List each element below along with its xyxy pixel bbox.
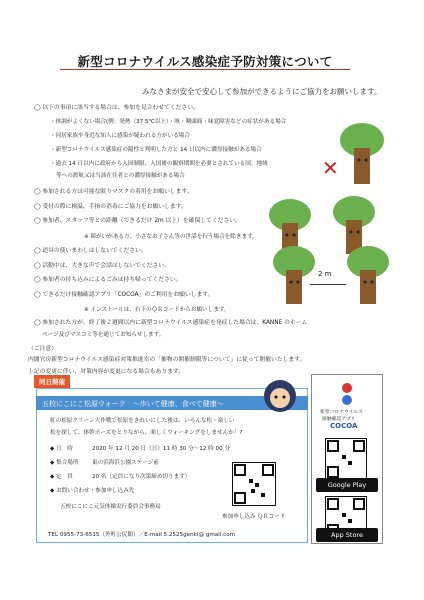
event-capacity-label: ◆ 定 員: [50, 474, 73, 480]
app-store-badge[interactable]: App Store: [316, 528, 378, 542]
sick-tree-illustration: [330, 120, 390, 190]
item-notify-b: ページ及びマスコミ等を通じてお知らせします。: [42, 332, 165, 338]
cocoa-logo-text: COCOA: [330, 422, 358, 430]
event-place: 東の浜海浜公園ステージ前: [92, 460, 159, 466]
notice-change: 上記の変更に伴い、対策内容が変更になる場合もあります。: [28, 369, 185, 375]
title-underline: [60, 69, 350, 70]
event-desc-1: 虹の松原クリーン大作戦で松原をきれいにした後は、いろんな松・楽しい: [50, 418, 235, 424]
item-refrain-c: ・新型コロナウイルス感染症の陽性と判明した方と 14 日以内に濃厚接触がある場合: [50, 147, 262, 153]
event-header: 五校にこにこ松原ウォーク ～歩いて健康、食べて健康～: [36, 396, 308, 410]
event-date-label: ◆ 日 時: [50, 446, 73, 452]
google-play-badge[interactable]: Google Play: [316, 478, 378, 492]
cross-icon: ✕: [322, 156, 339, 180]
event-tag: 同日開催: [34, 375, 70, 388]
item-distance: ◯ 参加者、スタッフ等との距離（できるだけ 2m 以上）を確保してください。: [34, 218, 241, 224]
item-refrain-d: ・過去 14 日以内に政府から入国制限、入国後の観察期間を必要とされている国、地域: [50, 161, 268, 167]
event-qr-caption: 参加申し込み ＱＲコード: [222, 514, 286, 520]
event-organizer: 五校にこにこ元気体操実行委員会事務局: [60, 504, 161, 510]
cocoa-name-line1: 新型コロナウイルス: [320, 410, 363, 415]
event-desc-2: 松を探して、体幹ポーズをとりながら、楽しくウォーキングをしませんか！?: [50, 430, 243, 436]
cocoa-name-line2: 接触確認アプリ: [322, 417, 356, 422]
item-mask: ◯ 参加される方は可能な限りマスクの着用をお願いします。: [34, 189, 193, 195]
intro-text: みなさまが安全で安心して参加ができるようにご協力をお願いします。: [142, 87, 382, 96]
mascot-illustration: [258, 372, 302, 416]
item-garbage: ◯ 参加者の持ち込みによるごみは持ち帰ってください。: [34, 277, 182, 283]
event-qr-code[interactable]: [232, 462, 276, 506]
event-contact-info: TEL 0955-73-6515（外町公民館）／E-mail 5.2525genki@ gmail.com: [48, 532, 236, 538]
item-temperature: ◯ 受付の際に検温、手指の消毒にご協力をお願いします。: [34, 204, 187, 210]
google-play-qr-code[interactable]: [325, 438, 367, 480]
item-notify: ◯ 参加された方が、終了後２週間以内に新型コロナウイルス感染症を発症した場合は、KANNE のホーム: [34, 320, 308, 326]
item-refrain-a: ・体調がよくない場合(例：発熱（37.5℃以上）・咳・咽頭痛・味覚障害などの症状がある場合: [50, 119, 287, 125]
item-voice: ◯ 活動中は、大きな声で会話はしないでください。: [34, 263, 170, 269]
notice-label: （ご注意）: [28, 346, 57, 352]
notice-basis: 内閣官房新型コロナウイルス感染症対策推進室の「催物の開催制限等について」に従って開催いたします。: [28, 357, 306, 363]
event-place-label: ◆ 集合場所: [50, 460, 79, 466]
event-date: 2020 年 12 月 20 日（日）11 時 30 分～12 時 00 分: [92, 446, 231, 452]
distance-label: 2 m: [318, 270, 332, 278]
item-cocoa-note: ※ インストールは、右下のＱＲコードからお願いします。: [84, 307, 230, 313]
tree-distance-left-illustration: [266, 242, 322, 312]
item-refrain: ◯ 以下の事項に該当する場合は、参加を見合わせてください。: [34, 105, 199, 111]
page-title: 新型コロナウイルス感染症予防対策について: [77, 54, 333, 69]
item-refrain-b: ・同居家族や身近な知人に感染が疑われる方がいる場合: [50, 133, 190, 139]
item-distance-note: ※ 障がいがある方、小さなお子さん等の世話を行う場合を除きます。: [84, 234, 258, 240]
item-refrain-e: 等への渡航又は当該在住者との濃厚接触がある場合: [56, 173, 185, 179]
tree-distance-right-illustration: [340, 242, 396, 312]
cocoa-logo-icon: [334, 380, 360, 406]
item-tools: ◯ 道具の使いまわしはしないでください。: [34, 248, 147, 254]
item-cocoa: ◯ できるだけ接触確認アプリ「COCOA」のご利用をお願いします。: [34, 292, 214, 298]
event-capacity: 20 名（定員になり次第締め切ります）: [92, 474, 191, 480]
event-contact-label: ◆ お問い合わせ・参加申し込み先: [50, 488, 135, 494]
distance-arrow: [310, 284, 346, 285]
